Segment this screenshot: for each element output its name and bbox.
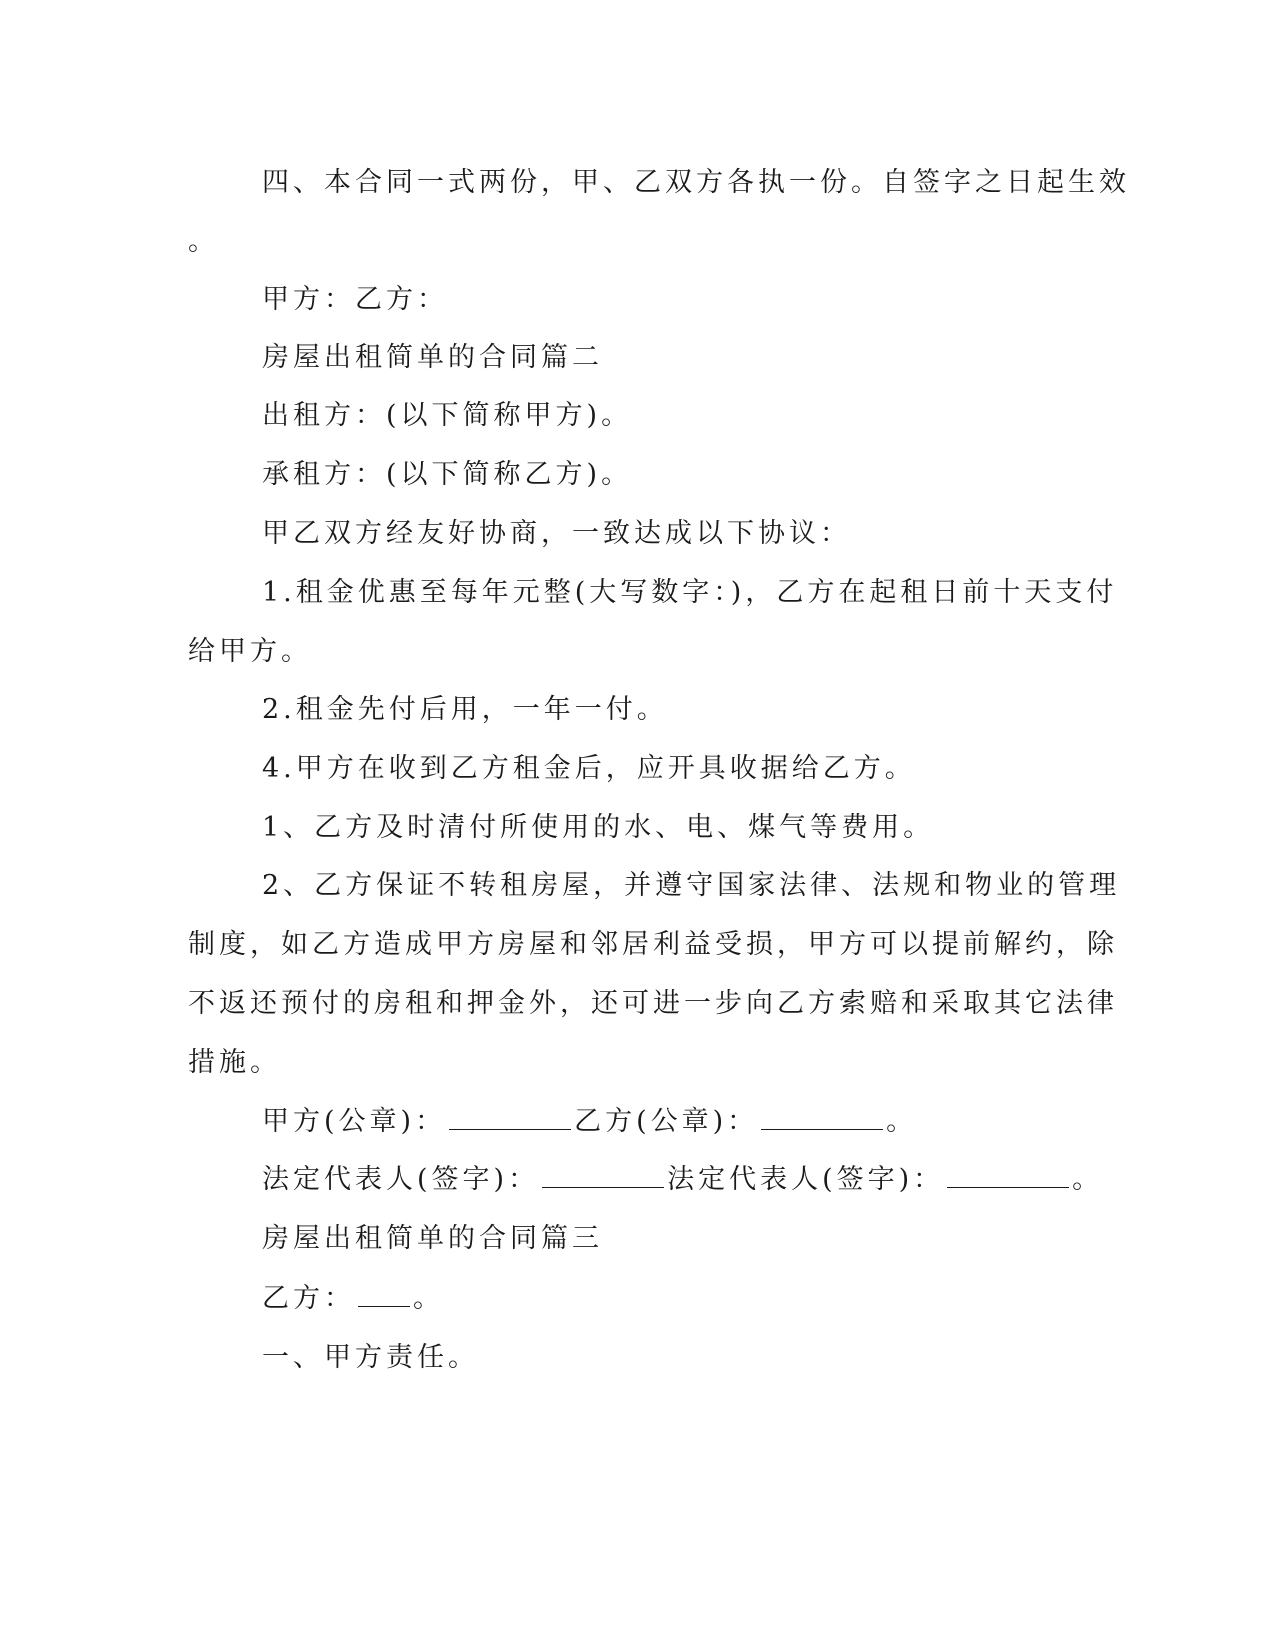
- lessor-line: 出租方：(以下简称甲方)。: [262, 400, 633, 431]
- section-title-two: 房屋出租简单的合同篇二: [262, 342, 603, 373]
- lessee-clause-2-line4: 措施。: [188, 1047, 281, 1078]
- paragraph-clause-four: 四、本合同一式两份，甲、乙双方各执一份。自签字之日起生效: [262, 167, 1130, 198]
- party-b-seal-label: 乙方(公章)：: [574, 1106, 759, 1137]
- rent-clause-1: 1.租金优惠至每年元整(大写数字：)，乙方在起租日前十天支付: [262, 577, 1118, 608]
- party-b-rep-label: 法定代表人(签字)：: [667, 1164, 945, 1195]
- lessee-clause-2: 2、乙方保证不转租房屋，并遵守国家法律、法规和物业的管理: [262, 870, 1121, 901]
- seal-signature-line: [262, 1104, 1142, 1140]
- lessee-clause-1: 1、乙方及时清付所使用的水、电、煤气等费用。: [262, 812, 935, 843]
- rent-clause-4: 4.甲方在收到乙方租金后，应开具收据给乙方。: [262, 753, 916, 784]
- rep-line-end: 。: [1072, 1164, 1104, 1195]
- party-b-rep-blank: [947, 1163, 1069, 1188]
- agreement-intro: 甲乙双方经友好协商，一致达成以下协议：: [262, 518, 851, 549]
- party-a-responsibility-heading: 一、甲方责任。: [262, 1342, 479, 1373]
- party-b-label: 乙方：: [262, 1283, 355, 1314]
- party-b-blank: [358, 1282, 410, 1307]
- lessee-clause-2-line2: 制度，如乙方造成甲方房屋和邻居利益受损，甲方可以提前解约，除: [188, 929, 1118, 960]
- signature-parties: 甲方：乙方：: [262, 284, 448, 315]
- party-b-line: [262, 1281, 1142, 1317]
- section-title-three: 房屋出租简单的合同篇三: [262, 1223, 603, 1254]
- party-a-rep-label: 法定代表人(签字)：: [262, 1164, 540, 1195]
- party-a-seal-blank: [449, 1105, 571, 1130]
- party-a-seal-label: 甲方(公章)：: [262, 1106, 447, 1137]
- representative-signature-line: [262, 1162, 1142, 1198]
- lessee-line: 承租方：(以下简称乙方)。: [262, 459, 633, 490]
- party-a-rep-blank: [542, 1163, 664, 1188]
- party-b-seal-blank: [761, 1105, 883, 1130]
- party-b-line-end: 。: [413, 1283, 444, 1314]
- lessee-clause-2-line3: 不返还预付的房租和押金外，还可进一步向乙方索赔和采取其它法律: [188, 988, 1118, 1019]
- paragraph-clause-four-continued: 。: [188, 226, 219, 257]
- seal-line-end: 。: [886, 1106, 918, 1137]
- rent-clause-2: 2.租金先付后用，一年一付。: [262, 694, 668, 725]
- rent-clause-1-continued: 给甲方。: [188, 636, 312, 667]
